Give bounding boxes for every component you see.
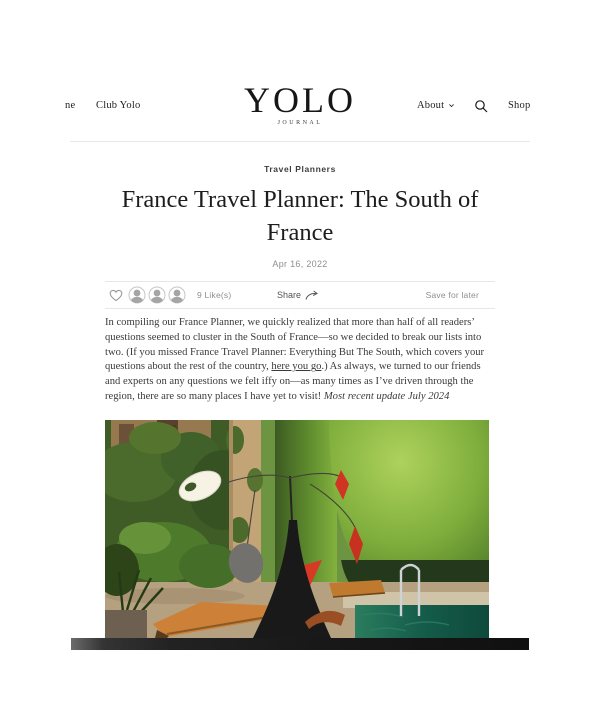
article-body (105, 316, 495, 405)
body-update-note: Most recent update July 2024 (323, 390, 450, 402)
header-divider (70, 141, 530, 142)
liker-avatars[interactable] (128, 286, 186, 304)
nav-item-about[interactable] (417, 100, 455, 111)
here-you-go-link[interactable]: here you go (271, 361, 322, 373)
like-group (105, 286, 231, 304)
share-arrow-icon (305, 290, 319, 301)
body-segment-1: In compiling our France Planner, we quickly realized that more than half of all readers’ questions seemed to cluster in the South of France—so we decided to break our lists into two. (If you missed France Travel Planner: Everything But The South, which covers your questions about the rest of the country, (105, 317, 485, 373)
logo-wordmark: YOLO (244, 80, 356, 120)
bottom-bar (71, 638, 529, 650)
like-count: 9 Like(s) (197, 290, 232, 300)
nav-item-shop[interactable]: Shop (508, 100, 531, 111)
article-date: Apr 16, 2022 (272, 259, 328, 269)
nav-item-home-clipped[interactable]: ne (65, 100, 76, 111)
chevron-down-icon (448, 102, 455, 109)
nav-item-club-yolo[interactable]: Club Yolo (96, 100, 141, 111)
about-label: About (417, 100, 445, 111)
logo-subtitle: JOURNAL (277, 120, 323, 126)
body-segment-2: .) As always, we turned to our friends and experts on any questions we felt iffy on—as many times as I’ve driven through the region, there are so many places I have yet to visit! (105, 361, 481, 402)
like-heart-icon[interactable] (109, 289, 123, 302)
title-line-2: France (266, 219, 334, 246)
share-button[interactable] (277, 290, 337, 301)
title-line-1: France Travel Planner: The South of (121, 186, 479, 213)
category-label[interactable]: Travel Planners (264, 164, 336, 174)
social-bar (105, 281, 495, 309)
save-for-later-button[interactable]: Save for later (425, 290, 479, 300)
article-title (70, 183, 530, 249)
article-photo (105, 420, 489, 638)
share-label: Share (277, 290, 302, 300)
search-icon[interactable] (474, 99, 488, 113)
